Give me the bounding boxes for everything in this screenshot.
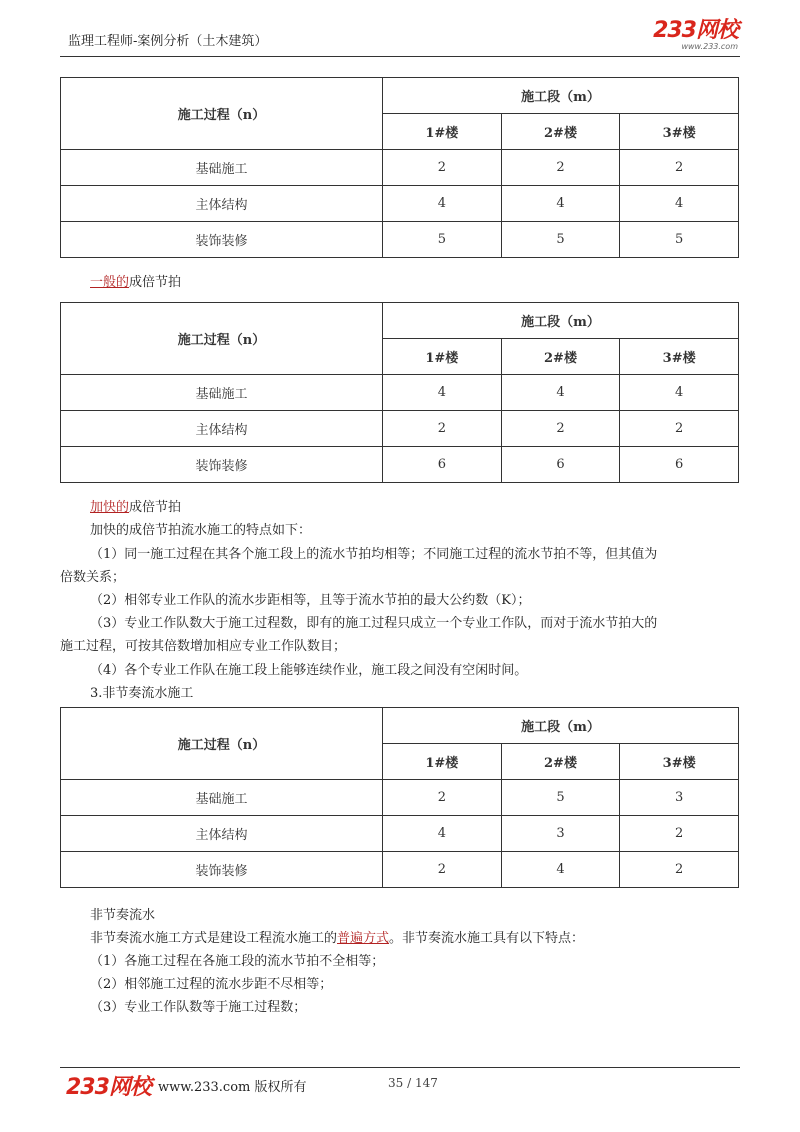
table-row xyxy=(61,816,739,852)
page-header-title: 监理工程师-案例分析（土木建筑） xyxy=(68,34,268,49)
table-col-header: 2#楼 xyxy=(501,339,620,375)
table-row xyxy=(61,150,739,186)
nonrhythm-intro-text: 非节奏流水施工方式是建设工程流水施工的 xyxy=(90,931,338,946)
table-col-header: 3#楼 xyxy=(620,339,739,375)
fast-heading-text: 成倍节拍 xyxy=(129,500,182,515)
table-header-segment: 施工段（m） xyxy=(383,78,739,114)
general-heading-text: 成倍节拍 xyxy=(129,275,182,290)
cell-value: 4 xyxy=(620,186,739,222)
header-divider xyxy=(60,56,740,57)
table-col-header: 2#楼 xyxy=(501,114,620,150)
nonrhythm-table xyxy=(60,707,739,888)
footer-divider xyxy=(60,1067,740,1068)
fast-point-4: （4）各个专业工作队在施工段上能够连续作业，施工段之间没有空闲时间。 xyxy=(90,663,528,678)
general-heading xyxy=(90,271,181,290)
cell-value: 4 xyxy=(383,375,502,411)
cell-value: 4 xyxy=(501,375,620,411)
table-row xyxy=(61,411,739,447)
row-label: 装饰装修 xyxy=(61,222,383,258)
common-method-link[interactable]: 普遍方式 xyxy=(337,931,390,946)
fast-point-3-cont: 施工过程，可按其倍数增加相应专业工作队数目； xyxy=(60,639,347,654)
cell-value: 5 xyxy=(501,780,620,816)
cell-value: 4 xyxy=(501,852,620,888)
cell-value: 2 xyxy=(383,150,502,186)
table-header-segment: 施工段（m） xyxy=(383,708,739,744)
cell-value: 4 xyxy=(620,375,739,411)
row-label: 基础施工 xyxy=(61,375,383,411)
brand-logo-url: www.233.com xyxy=(681,42,738,51)
fast-intro: 加快的成倍节拍流水施工的特点如下： xyxy=(90,523,312,538)
row-label: 装饰装修 xyxy=(61,852,383,888)
cell-value: 3 xyxy=(620,780,739,816)
table-header-process: 施工过程（n） xyxy=(61,303,383,375)
cell-value: 5 xyxy=(383,222,502,258)
fast-link[interactable]: 加快的 xyxy=(90,500,130,515)
cell-value: 5 xyxy=(501,222,620,258)
table-col-header: 3#楼 xyxy=(620,744,739,780)
rhythm-table-2 xyxy=(60,302,739,483)
table-col-header: 1#楼 xyxy=(383,339,502,375)
fast-point-1-cont: 倍数关系； xyxy=(60,570,126,585)
cell-value: 5 xyxy=(620,222,739,258)
rhythm-table-1 xyxy=(60,77,739,258)
cell-value: 2 xyxy=(501,411,620,447)
nonrhythm-point-2: （2）相邻施工过程的流水步距不尽相等； xyxy=(90,977,333,992)
nonrhythm-point-1: （1）各施工过程在各施工段的流水节拍不全相等； xyxy=(90,954,385,969)
table-header-process: 施工过程（n） xyxy=(61,708,383,780)
cell-value: 4 xyxy=(501,186,620,222)
nonrhythm-title: 非节奏流水 xyxy=(90,908,156,923)
fast-point-3: （3）专业工作队数大于施工过程数，即有的施工过程只成立一个专业工作队，而对于流水节拍大的 xyxy=(90,616,658,631)
row-label: 主体结构 xyxy=(61,186,383,222)
cell-value: 2 xyxy=(620,411,739,447)
cell-value: 2 xyxy=(383,852,502,888)
row-label: 基础施工 xyxy=(61,780,383,816)
table-header-segment: 施工段（m） xyxy=(383,303,739,339)
row-label: 装饰装修 xyxy=(61,447,383,483)
fast-point-1: （1）同一施工过程在其各个施工段上的流水节拍均相等；不同施工过程的流水节拍不等，但其值为 xyxy=(90,547,658,562)
table-row xyxy=(61,186,739,222)
table-row xyxy=(61,447,739,483)
row-label: 基础施工 xyxy=(61,150,383,186)
fast-heading xyxy=(90,496,181,515)
table-row xyxy=(61,780,739,816)
page-number: 35 / 147 xyxy=(388,1076,438,1090)
cell-value: 4 xyxy=(383,186,502,222)
cell-value: 2 xyxy=(620,816,739,852)
table-row xyxy=(61,852,739,888)
footer-logo: 233网校 xyxy=(66,1075,151,1100)
cell-value: 2 xyxy=(501,150,620,186)
row-label: 主体结构 xyxy=(61,411,383,447)
cell-value: 2 xyxy=(383,411,502,447)
general-link[interactable]: 一般的 xyxy=(90,275,130,290)
table-col-header: 1#楼 xyxy=(383,114,502,150)
table-row xyxy=(61,222,739,258)
table-col-header: 2#楼 xyxy=(501,744,620,780)
table-col-header: 3#楼 xyxy=(620,114,739,150)
cell-value: 2 xyxy=(383,780,502,816)
brand-logo-text: 233网校 xyxy=(653,18,738,43)
cell-value: 2 xyxy=(620,852,739,888)
brand-logo xyxy=(653,20,738,51)
nonrhythm-intro xyxy=(90,927,584,946)
table-col-header: 1#楼 xyxy=(383,744,502,780)
cell-value: 6 xyxy=(383,447,502,483)
cell-value: 2 xyxy=(620,150,739,186)
table-header-process: 施工过程（n） xyxy=(61,78,383,150)
nonrhythm-intro-text-end: 。非节奏流水施工具有以下特点： xyxy=(389,931,585,946)
cell-value: 6 xyxy=(620,447,739,483)
cell-value: 3 xyxy=(501,816,620,852)
cell-value: 6 xyxy=(501,447,620,483)
section-3-heading: 3.非节奏流水施工 xyxy=(90,686,194,701)
table-row xyxy=(61,375,739,411)
cell-value: 4 xyxy=(383,816,502,852)
nonrhythm-point-3: （3）专业工作队数等于施工过程数； xyxy=(90,1000,307,1015)
footer-copyright: www.233.com 版权所有 xyxy=(158,1080,307,1095)
row-label: 主体结构 xyxy=(61,816,383,852)
fast-point-2: （2）相邻专业工作队的流水步距相等，且等于流水节拍的最大公约数（K）； xyxy=(90,593,531,608)
